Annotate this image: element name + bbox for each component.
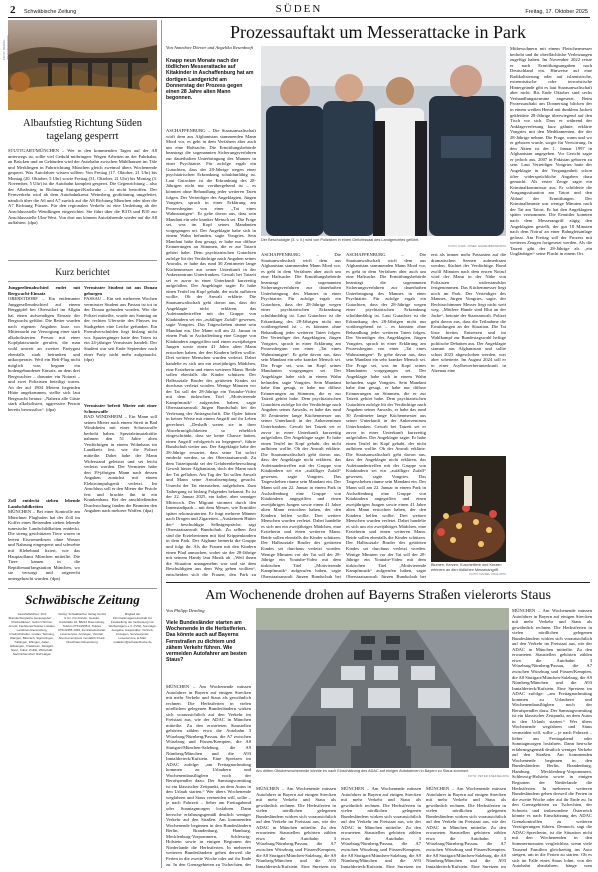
- impressum-text: Verlag: Schwäbischer Verlag GmbH & Co. KG Drexler, Gessler, Karlstraße 16, 88212 Ravensburg, Telefon 0751/2955-0, Telefax 0751/2955-1099, Zentralsekretariat, Leserservice, Anzeigen, Vertrieb, Abonnementpreis monatlich Druck: Druckhaus Ravensburg: [58, 612, 106, 644]
- kurz-body: OBERSTDORF – Ein entlemmter Junggesellenabschied auf einem Berggipfel bei Oberstdorf im Allgäu hat einen aufwendigen Einsatz der Bergwacht geführt. Die Retter wurden nach eigenen Angaben kurz vor Mitternacht zur Versorgung einer stark alkoholisierten Person mit einer Kopfplatzwunde gerufen, die man wohl unweit an zweiter Partygast ebenfalls stark betrunken und unkooperativ. Weil ein Heli-Flug nicht möglich war, begann ein bodengebundener Einsatz, an dem drei Bergwachter – darunter ein Notarzt – und zwei Polizisten beteiligt waren. An der auf 1804 Metern liegenden Hütte angekommen, stellte sich laut Bergwacht heraus: „Nahezu alle Gäste stark alkoholisiert, aggressive Person bereits bewusstlos“. (dpa): [8, 296, 80, 413]
- lead-paragraph: Viele Bundesländer starten am Wochenende in die Herbstferien. Das könnte auch auf Bayerns Fernstraßen zu dichtem und zähem Verkehr führen. Wie vermeiden Autofahrer am besten Staus?: [166, 620, 247, 664]
- second-story-body-cont: MÜNCHEN – Am Wochenende müssen Autofahrer in Bayern auf einigen Strecken mit mehr Verkehr und Staus als gewöhnlich rechnen. Die Herbstferien in vielen nördlichen gelegenen Bundesländern wirken sich voraussichtlich auf den Verkehr im Freistaat aus, wie der ADAC in München mitteilte. Zu den erwarteten Staustellen gehörten zählen etwa die Autobahn 3 Würzburg/Nürnberg/Passau, die A7 zwischen Würzburg und Füssen/Kempten, die A8 Stuttgart/München-Salzburg, die A9 Nürnberg/München und die A93 Inntaldreieck/Kufstein. Eine Spreizen im: [256, 786, 336, 868]
- second-story-body-cont: MÜNCHEN – Am Wochenende müssen Autofahrer in Bayern auf einigen Strecken mit mehr Verkehr und Staus als gewöhnlich rechnen. Die Herbstferien in vielen nördlichen gelegenen Bundesländern wirken sich voraussichtlich auf den Verkehr im Freistaat aus, wie der ADAC in München mitteilte. Zu den erwarteten Staustellen gehörten zählen etwa die Autobahn 3 Würzburg/Nürnberg/Passau, die A7 zwischen Würzburg und Füssen/Kempten, die A8 Stuttgart/München-Salzburg, die A9 Nürnberg/München und die A93 Inntaldreieck/Kufstein. Eine Spreizen im: [341, 786, 421, 868]
- impressum-text: Geschäftsführer: Fritz Brandenburgische Herausgeber: ... Chefredakteur: Jochen Wörner, Arnold, Fachbereichsleiter Lokales, Landkreis Ravensburg, Friedrichshafen, Lindau, Tettnang, Wangen, Biberach, Sigmaringen, Tuttlingen, Ehingen, Aalen, Ellwangen, Crailsheim, Stuttgart, Sport, Kultur, Politik, Wirtschaft, Nachrichtenchef: Ralf Hagen: [8, 612, 56, 656]
- kurz-heading: Vermisster befreit Mieter mit einer Schusswaffe: [84, 403, 157, 414]
- top-story-body-cont: ASCHAFFENBURG – Die Staatsanwaltschaft wirft dem aus Afghanistan stammenden Mann Mord vor, es geht in dem Verfahren aber auch um eine Haftsache. Die Ermittlungsbehörde beantragt die sogenannten Sicherungsverfahren zur dauerhaften Unterbringung des Mannes in einer Psychiatrie. Für zufolge ergab ein Gutachten, dass der 28-Jährige wegen einer psychiatrischen Erkrankung schuldunfähig ist. Laut Gutachter ist die Erkrankung des 28-Jährigen nicht nur vorübergehend ist – es könnten ohne Behandlung jeder weiteren Taten folgen. Der Verteidiger des Angeklagten, Jürgen Vongries, sprach in einer Erklärung am Prozessbeginn von einer „Tat eines Wahnsinnigen“. Er gehe davon aus, dass sein Mandant ein sehr kranker Mensch sei. Die Frage sei, was im Kopf seines Mandanten vorgegangen sei. Der Angeklagte habe sich in einem Wahn befunden, sagte Vongries. Sein Mandant habe ihm gesagt, er habe nur diffuse Erinnerungen an Stimmen, die er zur Tatzeit gehört habe. Dem psychiatrischen Gutachten zufolge litt der Verdächtige nach Angaben seines Anwalts, er habe das rund 30 Zentimeter lange Küchenmesser aus seiner Unterkunft in der Ankerzentrum Unterfranken. Gewalt bei Tatzeit sei er zuvor in einer Unterkunft kurzzeitig aufgefallen. Der Angeklagte sagte: Er habe einen Teufel im Kopf gehabt, der nicht aufhören wollte. Ob der Anwalt erklärte. Die Staatsanwaltschaft geht davon aus, dass der Angeklagte nicht erklären, das Aufeinandertreffen mit der Gruppe von Kitakindern sei ein „zufälliger Zufall“ gewesen, sagte Vongries. Das Tatgeschehen räume sein Mandant ein. Der Mann soll am 22. Januar in einem Park in Aschaffenburg eine Gruppe von Kitakindern angegriffen und einen zweijährigen Jungen sowie einen 41 Jahre alten Mann erstochen haben, der den Kindern helfen wollte. Drei weitere Menschen wurden verletzt. Dabei handelte es sich um ein zweijähriges Mädchen, eine Erzieherin und einen weiteren Mann. Beide sollen ebenfalls die Kinder schützen. Der Halbsoziale Bruder des getöteten Kindes sei durchaus verletzt worden. Wenige Minuten vor der Tat soll der 28-Jährige ein Youtube-Video mit dem türkischen Titel „Motivierende Kampfmusik“ aufgerufen haben, sagte Oberstaatsanwalt Jürgen Bundschuh bei: [261, 252, 341, 578]
- lead-paragraph: Knapp neun Monate nach der tödlichen Messerattacke auf Kitakinder in Aschaffenburg hat am dortigen Landgericht am Donnerstag der Prozess gegen einen 28 Jahre alten Mann begonnen.: [166, 58, 254, 102]
- page-number: 2: [10, 4, 16, 16]
- section-title: SÜDEN: [275, 3, 323, 15]
- kurz-body: BAD WINDSHEIM – Ein Mann soll seinen Mieter nach einem Streit in Bad Windsheim mit einer Schusswaffe bedroht haben. Spezialeinsatzkräfte nahmen den 51 Jahre alten Verdächtigen in einem Wohnhaus im Landkreis fest, wie die Polizei mitteilte. Dabei habe der Mann Widerstand geleistet und sei leicht verletzt worden. Der Vermieter habe den 39-jährigen Mann nach dessen Angaben zunächst mit einem Elektroimpulsgerät verletzt. Im Anschluss soll er den Mieter die Pistole fest und brachte ihn in ein Krankenhaus. Bei der anschließenden Durchsuchung fanden die Beamten den Angaben nach mehrere Waffen. (dpa): [84, 414, 157, 514]
- kurz-heading: Zoll entdeckt sieben lebende Landschildkröten: [8, 498, 80, 509]
- photo-credit: FOTO: KARL-JOSEF HILDENBRAND/DPA: [448, 244, 506, 248]
- photo-credit: FOTO: BERND WEISSBROD/DPA: [2, 34, 10, 60]
- headline-a8: Albaufstieg Richtung Süden tagelang gesperrt: [23, 118, 142, 142]
- kurz-heading: Vermisster Student tot aus Donau geborgen: [84, 285, 157, 296]
- divider: [8, 588, 157, 589]
- kurz-title: Kurz berichtet: [55, 268, 110, 278]
- right-column-body: Mitbewohnern mit einem Fleischermesser bedroht und ihr oberflächliche Verletzungen zugefügt haben. Im November 2022 reiste er nach Ermittlungsangaben nach Deutschland ein. Hinweise auf eine Radikalisierung oder auf islamistische, extremistische oder terroristische Hintergründe gibt es laut Staatsanwaltschaft aber nicht. Bis Ende Oktober sind sechs Verhandlungstermine angesetzt. Beim Prozessauftakt am Donnerstag blicken der in einem weißen Hemd mit dunklem Jackett gekleidete 28-Jährige überwiegend auf den Tisch vor sich. Dass er während der Anklageverlesung kurz gähnte, erklärte Vongries mit den Medikamenten, die der 28-Jährige nehme. Die Frage, wann und wo er geboren wurde, sorgte für Verwirrung. In den Akten ist der 1. Januar 1997 in Afghanistan angegeben. Vor Gericht sagte er jedoch aus, 2007 in Pakistan geboren zu sein. Laut Verteidiger Vongries hatte der Angeklagte in der Vergangenheit schon öfter widersprüchliche Angaben dazu gemacht. Als erster Zeuge sagte ein Kriminalkommissar aus. Er schilderte die Ausgangssituation am Tatort und den Ablauf der Ermittlungen. Der Kriminalbeamte war wenige Minuten nach der Tat am Tatort. Er hat den Angeklagten später vernommen. Die Ermittler konnten nach dem Messerangriff zügig den Angeklagten gestellt, der gut 18 Minuten nach dem Notruf an einer Bahngleisanlage gefasst. Am Freitag soll der Prozess mit weiteren Zeugen fortgesetzt werden. Als die Tatzeit gibt der 28-Jährige als „ein Ungläubiger“ seine Flucht in einem Ort.: [510, 46, 592, 257]
- header-rule: [8, 17, 590, 18]
- kurz-item: [8, 285, 80, 585]
- photo-caption: Blumen, Kerzen, Kuscheltiere und Kerzen erinnern an den tödlichen Messerangriff.: [431, 563, 502, 572]
- top-story-body-cont: ASCHAFFENBURG – Die Staatsanwaltschaft wirft dem aus Afghanistan stammenden Mann Mord vor, es geht in dem Verfahren aber auch um eine Haftsache. Die Ermittlungsbehörde beantragt die sogenannten Sicherungsverfahren zur dauerhaften Unterbringung des Mannes in einer Psychiatrie. Für zufolge ergab ein Gutachten, dass der 28-Jährige wegen einer psychiatrischen Erkrankung schuldunfähig ist. Laut Gutachter ist die Erkrankung des 28-Jährigen nicht nur vorübergehend ist – es könnten ohne Behandlung jeder weiteren Taten folgen. Der Verteidiger des Angeklagten, Jürgen Vongries, sprach in einer Erklärung am Prozessbeginn von einer „Tat eines Wahnsinnigen“. Er gehe davon aus, dass sein Mandant ein sehr kranker Mensch sei. Die Frage sei, was im Kopf seines Mandanten vorgegangen sei. Der Angeklagte habe sich in einem Wahn befunden, sagte Vongries. Sein Mandant habe ihm gesagt, er habe nur diffuse Erinnerungen an Stimmen, die er zur Tatzeit gehört habe. Dem psychiatrischen Gutachten zufolge litt der Verdächtige nach Angaben seines Anwalts, er habe das rund 30 Zentimeter lange Küchenmesser aus seiner Unterkunft in der Ankerzentrum Unterfranken. Gewalt bei Tatzeit sei er zuvor in einer Unterkunft kurzzeitig aufgefallen. Der Angeklagte sagte: Er habe einen Teufel im Kopf gehabt, der nicht aufhören wollte. Ob der Anwalt erklärte. Die Staatsanwaltschaft geht davon aus, dass der Angeklagte nicht erklären, das Aufeinandertreffen mit der Gruppe von Kitakindern sei ein „zufälliger Zufall“ gewesen, sagte Vongries. Das Tatgeschehen räume sein Mandant ein. Der Mann soll am 22. Januar in einem Park in Aschaffenburg eine Gruppe von Kitakindern angegriffen und einen zweijährigen Jungen sowie einen 41 Jahre alten Mann erstochen haben, der den Kindern helfen wollte. Drei weitere Menschen wurden verletzt. Dabei handelte es sich um ein zweijähriges Mädchen, eine Erzieherin und einen weiteren Mann. Beide sollen ebenfalls die Kinder schützen. Der Halbsoziale Bruder des getöteten Kindes sei durchaus verletzt worden. Wenige Minuten vor der Tat soll der 28-Jährige ein Youtube-Video mit dem türkischen Titel „Motivierende Kampfmusik“ aufgerufen haben, sagte Oberstaatsanwalt Jürgen Bundschuh bei: [346, 252, 426, 578]
- second-story-body: MÜNCHEN – Am Wochenende müssen Autofahrer in Bayern auf einigen Strecken mit mehr Verkehr und Staus als gewöhnlich rechnen. Die Herbstferien in vielen nördlichen gelegenen Bundesländern wirken sich voraussichtlich auf den Verkehr im Freistaat aus, wie der ADAC in München mitteilte. Zu den erwarteten Staustellen gehörten zählen etwa die Autobahn 3 Würzburg/Nürnberg/Passau, die A7 zwischen Würzburg und Füssen/Kempten, die A8 Stuttgart/München-Salzburg, die A9 Nürnberg/München und die A93 Inntaldreieck/Kufstein. Eine Spreizen im ADAC zufolge: „am Freitagnachmittag kommen zu Urlaubern und Wochenendausflüglern noch der Berufspendler dazu. Der Samstagvormittag ist ein klassischer Zeitpunkt, an dem Autos in den Urlaub starten.“ Wer übers Wochenende wegfahren und Staus vermeiden will, sollte – je nach Fahrzeit – lieber am Freitagabend oder Sonntagmorgen losfahren. Dann herrsche erfahrungsgemäß deutlich weniger Verkehr auf den Straßen. Am kommenden Wochenende beginnen in den Bundesländern Berlin, Brandenburg, Hamburg, Mecklenburg-Vorpommern, Schleswig-Holstein sowie in einigen Regionen der Niederlande die Herbstferien. In mehreren weiteren Bundesländern gehen derweil die Ferien in die zweite Woche oder auf ihr Ende zu. In den Grenzgebieten zu Tschechien, der: [166, 684, 251, 867]
- second-story-body-cont: MÜNCHEN – Am Wochenende müssen Autofahrer in Bayern auf einigen Strecken mit mehr Verkehr und Staus als gewöhnlich rechnen. Die Herbstferien in vielen nördlichen gelegenen Bundesländern wirken sich voraussichtlich auf den Verkehr im Freistaat aus, wie der ADAC in München mitteilte. Zu den erwarteten Staustellen gehörten zählen etwa die Autobahn 3 Würzburg/Nürnberg/Passau, die A7 zwischen Würzburg und Füssen/Kempten, die A8 Stuttgart/München-Salzburg, die A9 Nürnberg/München und die A93 Inntaldreieck/Kufstein. Eine Spreizen im ADAC zufolge: „am Freitagnachmittag kommen zu Urlaubern und Wochenendausflüglern noch der Berufspendler dazu. Der Samstagvormittag ist ein klassischer Zeitpunkt, an dem Autos in den Urlaub starten.“ Wer übers Wochenende wegfahren und Staus vermeiden will, sollte – je nach Fahrzeit – lieber am Freitagabend oder Sonntagmorgen losfahren. Dann herrsche erfahrungsgemäß deutlich weniger Verkehr auf den Straßen. Am kommenden Wochenende beginnen in den Bundesländern Berlin, Brandenburg, Hamburg, Mecklenburg-Vorpommern, Schleswig-Holstein sowie in einigen Regionen der Niederlande die Herbstferien. In mehreren weiteren Bundesländern gehen derweil die Ferien in die zweite Woche oder auf ihr Ende zu. In den Grenzgebieten zu Tschechien, der Schweiz und insbesondere Österreich könnte es nach Einschätzung des ADAC Grenzkontrollen zu weiteren Verzögerungen führen. Dennoch, sagt die ADAC-Sprecherin, ist die Situation nicht mit den Wochenenden in den Sommermonaten vergleichbar, wenn viele Tausend Familien gleichzeitig ins Auto steigen, um in die Ferien zu starten. Ob es sich im Falle eines Staus lohnt, von der Autobahn abzufahren, hänge vom: [512, 608, 592, 868]
- second-story-body-cont: MÜNCHEN – Am Wochenende müssen Autofahrer in Bayern auf einigen Strecken mit mehr Verkehr und Staus als gewöhnlich rechnen. Die Herbstferien in vielen nördlichen gelegenen Bundesländern wirken sich voraussichtlich auf den Verkehr im Freistaat aus, wie der ADAC in München mitteilte. Zu den erwarteten Staustellen gehörten zählen etwa die Autobahn 3 Würzburg/Nürnberg/Passau, die A7 zwischen Würzburg und Füssen/Kempten, die A8 Stuttgart/München-Salzburg, die A9 Nürnberg/München und die A93 Inntaldreieck/Kufstein. Eine Spreizen im: [426, 786, 506, 868]
- impressum-text: Mitglied der Informationsgemeinschaft zur Feststellung der Verbreitung von Werbeträgern e.V. (IVW), Sonntags-Ausgabe, Haupteditor, Vertrieb, Anzeigen, Servicecenter, Leserservice, E-Mail: redaktion@schwaebische.de: [108, 612, 157, 644]
- byline: Von Philipp Demling: [166, 608, 205, 613]
- newspaper-logo: Schwäbische Zeitung: [25, 592, 140, 607]
- kurz-item: [84, 285, 157, 585]
- memorial-photo: [431, 456, 506, 562]
- section-rule: [166, 582, 590, 583]
- viaduct-photo: [8, 20, 157, 110]
- kurz-body: PASSAU – Ein seit mehreren Wochen vermisster Student aus Passau ist tot in der Donau gefunden worden. Wie die Polizei mitteilte, wurde am Sonntag an der rechten Uferseite des Flusses im Stadtgebiet eine Leiche gefunden. Ein Fremdverschulden liegt bislang nicht vor. Spaziergänger hatte den Toten ist ein 24-jähriger Vermisster handelt. Der Student war seit Ende September nach einer Party nicht mehr aufgetaucht. (dpa): [84, 296, 157, 363]
- traffic-jam-photo: [256, 608, 509, 768]
- top-story-body: ASCHAFFENBURG – Die Staatsanwaltschaft wirft dem aus Afghanistan stammenden Mann Mord vor, es geht in dem Verfahren aber auch um eine Haftsache. Die Ermittlungsbehörde beantragt die sogenannten Sicherungsverfahren zur dauerhaften Unterbringung des Mannes in einer Psychiatrie. Für zufolge ergab ein Gutachten, dass der 28-Jährige wegen einer psychiatrischen Erkrankung schuldunfähig ist. Laut Gutachter ist die Erkrankung des 28-Jährigen nicht nur vorübergehend ist – es könnten ohne Behandlung jeder weiteren Taten folgen. Der Verteidiger des Angeklagten, Jürgen Vongries, sprach in einer Erklärung am Prozessbeginn von einer „Tat eines Wahnsinnigen“. Er gehe davon aus, dass sein Mandant ein sehr kranker Mensch sei. Die Frage sei, was im Kopf seines Mandanten vorgegangen sei. Der Angeklagte habe sich in einem Wahn befunden, sagte Vongries. Sein Mandant habe ihm gesagt, er habe nur diffuse Erinnerungen an Stimmen, die er zur Tatzeit gehört habe. Dem psychiatrischen Gutachten zufolge litt der Verdächtige nach Angaben seines Anwalts, er habe das rund 30 Zentimeter lange Küchenmesser aus seiner Unterkunft in der Ankerzentrum Unterfranken. Gewalt bei Tatzeit sei er zuvor in einer Unterkunft kurzzeitig aufgefallen. Der Angeklagte sagte: Er habe einen Teufel im Kopf gehabt, der nicht aufhören wollte. Ob der Anwalt erklärte. Die Staatsanwaltschaft geht davon aus, dass der Angeklagte nicht erklären, das Aufeinandertreffen mit der Gruppe von Kitakindern sei ein „zufälliger Zufall“ gewesen, sagte Vongries. Das Tatgeschehen räume sein Mandant ein. Der Mann soll am 22. Januar in einem Park in Aschaffenburg eine Gruppe von Kitakindern angegriffen und einen zweijährigen Jungen sowie einen 41 Jahre alten Mann erstochen haben, der den Kindern helfen wollte. Drei weitere Menschen wurden verletzt. Dabei handelte es sich um ein zweijähriges Mädchen, eine Erzieherin und einen weiteren Mann. Beide sollen ebenfalls die Kinder schützen. Der Halbsoziale Bruder des getöteten Kindes sei durchaus verletzt worden. Wenige Minuten vor der Tat soll der 28-Jährige ein Youtube-Video mit dem türkischen Titel „Motivierende Kampfmusik“ aufgerufen haben, sagte Oberstaatsanwalt Jürgen Bundschuh bei der Verlesung der Antragsschrift. Die Opfer hätten in keiner Weise mit einem Angriff auf ihr Leben gerechnet. „Deshalb waren sie in ihrer Abwehrmöglichkeiten so erheblich eingeschränkt, dass sie keine Chance hatten, einen Angriff erfolgreich zu begegnen“, führte Bundschuh weiter aus. Der Angeklagte habe der 28-Jährige erwartet, dass seine Tat sofort entdeckt werden, so der Oberstaatsanwalt. Zu dem Tatzeitpunkt sei der Gefahrenbeherrschung Gewalt hinter Afghanistan, doch der Mann nach der Tat geflohen. Am Tag der Tat sollen Anwalt und Mann seine Anwaltsempfang gesucht. Unrecht der Tat einzusehen, aufgehoben. Zum Tathergang ist bislang Folgendes bekannt: Es ist der 22. Januar 2025, ein kalter, aber sonniger Mittwoch. Der Migrant stromert durch den Innenstadtpark – mit dem Messer, wie Ermittler später rekonstruierten. Er fragt mehrere Männer nach Drogen und Zigaretten. „Auskeinem Hütter der“ beschuldigte Selbstgespräche, sagt Oberstaatsanwalt Bundschuh. Zu selben Zeit sind die Erzieherinnen mit fünf Krippenkindern in dem Park. Der Afghane bemerkt die Gruppe und folgt ihr. Als die Frauen mit den Kindern einen Pfad anmachen, wobei sie der 28-Jährige mit seinem Handy laut Musik ab. „Weil ihnen die Situation unangenehm war und sie dem Beschuldigten aus dem Weg gehen wollten“, entscheiden sich die Frauen, den Park zu: [166, 128, 256, 577]
- headline-staus: Am Wochenende drohen auf Bayerns Straßen vielerorts Staus: [205, 588, 551, 603]
- kurz-heading: Jungpeelienabschied endet mit Bergwacht-Einsatz: [8, 285, 80, 296]
- courtroom-photo: [261, 46, 506, 236]
- photo-credit: FOTO: PETER KNEFFEL/DPA: [467, 774, 509, 778]
- kurz-body: MÜNCHEN – Bei einer Kontrolle am Münchner Flughafen hat der Zoll im Koffer eines Reisenden sieben lebende tunesische Landschildkröten entdeckt. Die streng geschützten Tiere waren in leeren Eiscremedosen ohne Wasser und Nahrung eingesperrt und schwebte mit Klebeband fixiert, wie das Hauptzollamt München mitteilte. Die Tiere kamen in die Reptilienauffangstation München, wo sie versorgt und artgerecht untergebracht wurden. (dpa): [8, 509, 80, 581]
- byline: Von Annedore Dörner und Angelika Resenhoeft: [166, 45, 254, 50]
- divider: [8, 260, 157, 261]
- issue-date: Freitag, 17. Oktober 2025: [525, 9, 588, 15]
- photo-caption: Der Beschuldigte (3. v. li.) wird von Polizisten in einen Gerichtssaal des Landgerichtes geführt.: [261, 238, 420, 242]
- photo-credit: FOTO: DANIEL VOGL/DPA: [469, 572, 506, 576]
- divider: [8, 281, 157, 282]
- paper-name: Schwäbische Zeitung: [24, 9, 77, 15]
- photo-caption: Am dritten Oktoberwochenende könnte es nach Einschätzung des ADAC auf einigen Autobahnen in Bayern zu Staus kommen.: [256, 769, 470, 773]
- article-a8-body: STUTTGART/MÜNCHEN – Wer in den kommenden Tagen auf der A8 unterwegs ist, sollte viel Geduld mitbringen: Wegen Arbeiten an der Fahrbahn, an Brücken und an Gebäuden wird der Autobahn zwischen Mühlhausen im Täle und Merklingen in Fahrtrichtung München gleich zweimal übers Wochenende gesperrt. Was Autofahrer wissen sollten: Von Freitag (17. Oktober, 21 Uhr) bis Montag (20. Oktober, 5 Uhr) sowie Freitag (31. Oktober, 21 Uhr) bis Montag (3. November, 5 Uhr) ist die Autobahn komplett gesperrt. Die Gegenrichtung – also der Albabstieg in Richtung Stuttgart/Karlsruhe – ist nicht betroffen. Der Fernverkehr wird ab dem Autobahnkreuz Weinsberg großräumig umgeleitet, nämlich über die A6 und A7 zurück auf die A8 Richtung München oder über die A7 Richtung Füssen. Für den regionalen Verkehr ist eine Umleitung ab der Anschlussstelle Wendlingen eingerichtet. Sie führt über die B313 und B10 zur Anschlussstelle Ulm-West. Von dort aus können Autofahrende wieder auf die A8 auffahren. (dpa): [8, 148, 157, 226]
- headline-messerattacke: Prozessauftakt um Messerattacke in Park: [230, 22, 526, 42]
- column-rule: [161, 20, 162, 868]
- top-story-body-cont: erst als immer mehr Passanten auf die dramatischen Szenen aufmerksam werden, flüchtet der Verdächtige. Rund zwölf Minuten nach dem ersten Notruf wird der Mann in der Nähe von Polizisten widerstandslos festgenommen. Das Küchenmesser liegt noch im Park. Der Verteidiger des Mannes, Jürgen Vongries, sagte, der Rechtsschimmer Messer liegt nicht weit weg. „Mittlere Hände sind Blut an der Jacke“, betonte der Staatsanwalt. Polizei geht davon aus, dass die Teilnahme die Ermittlungen an der Situation. Die Tat löste breites Entsetzen und im Wahlkampf zur Bundestagswahl heftige politische Debatten aus. Der Angeklagte stammt aus Afghanistan und sollte schon 2023 abgeschoben werden, was aber scheiterte. Im August 2024 soll er in einer Asylbewerberunterkunft in Alzenau eine: [431, 252, 506, 374]
